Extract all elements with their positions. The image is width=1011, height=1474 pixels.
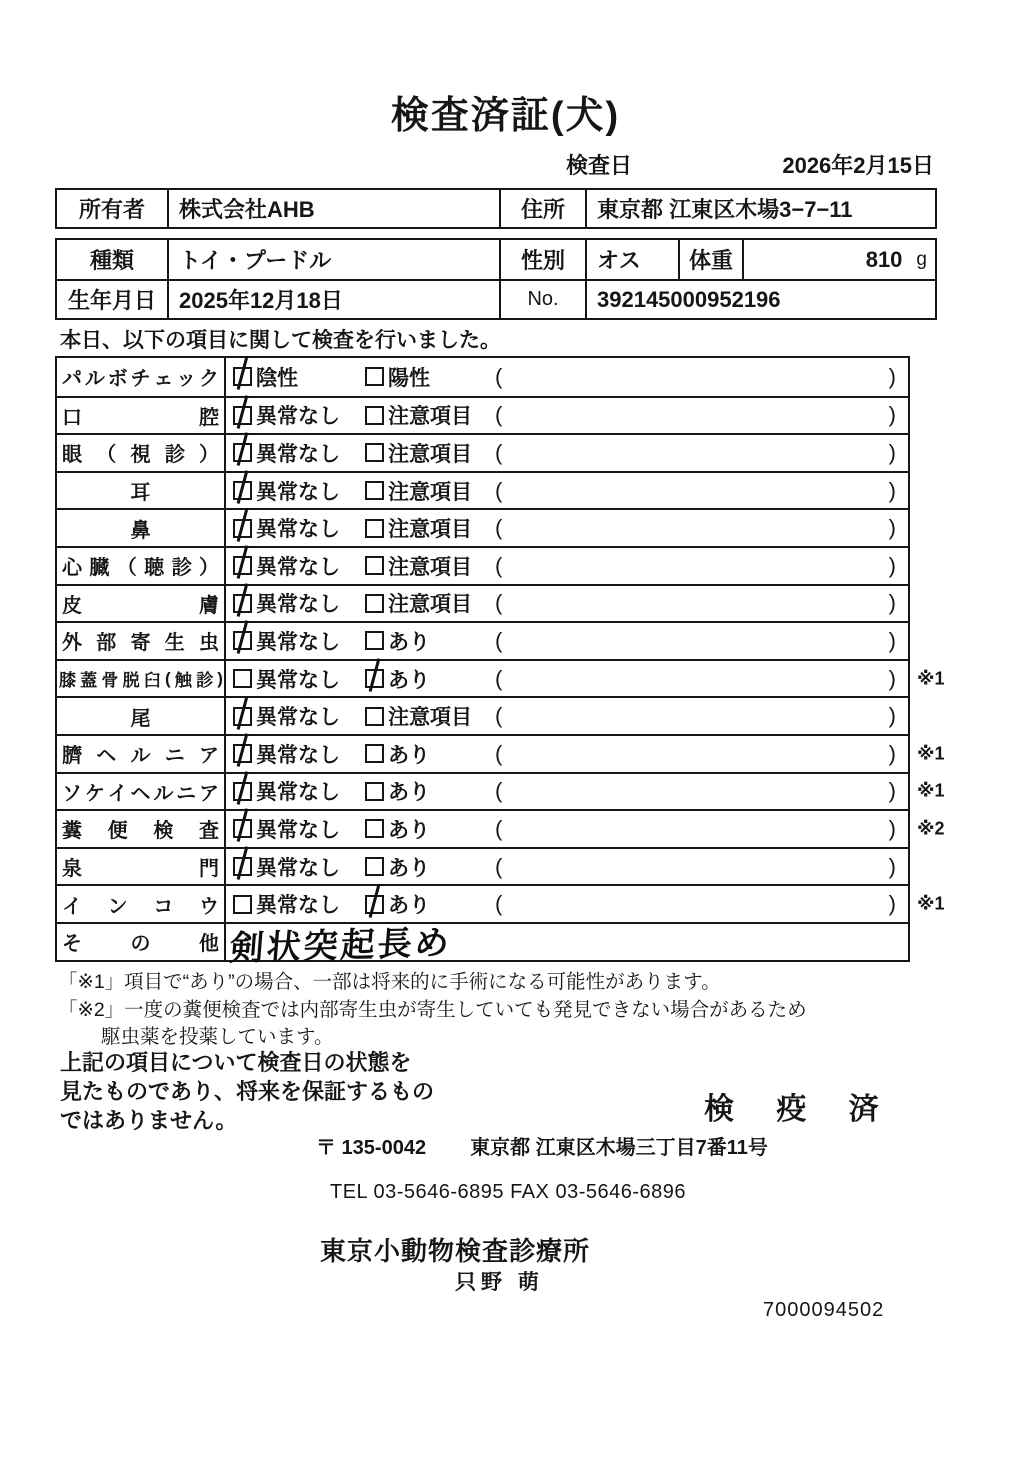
paren-close: ) [888, 703, 896, 729]
handwritten-check-mark [237, 470, 248, 503]
checkbox-empty-icon [365, 707, 384, 726]
paren-open: ( [495, 665, 503, 691]
checklist-option [365, 513, 472, 543]
weight-value: 810 [865, 246, 903, 272]
checklist-option [233, 588, 340, 618]
checklist-row-label: 膝 蓋 骨 脱 臼 ( 触 診 ) [57, 661, 226, 697]
checkbox-empty-icon [365, 556, 384, 575]
paren-open: ( [495, 853, 503, 879]
owner-table [55, 188, 937, 229]
checkbox-empty-icon [365, 519, 384, 538]
handwritten-check-mark [237, 846, 248, 879]
handwritten-check-mark [237, 733, 248, 766]
checklist-option-label: 異常なし [256, 593, 340, 617]
checklist-option [365, 776, 430, 806]
no-value: 392145000952196 [585, 281, 935, 318]
paren-open: ( [495, 552, 503, 578]
checkbox-empty-icon [365, 443, 384, 462]
weight-label: 体重 [678, 240, 742, 279]
document-serial-number: 7000094502 [763, 1299, 885, 1321]
checklist-option [365, 400, 472, 430]
checklist-option [365, 664, 430, 694]
checklist-option-label: 異常なし [256, 818, 340, 842]
checklist-option-label: あり [388, 818, 430, 842]
paren-close: ) [888, 402, 896, 428]
handwritten-other-finding: 剣状突起長め [228, 923, 454, 968]
checklist-option [365, 814, 430, 844]
paren-close: ) [888, 853, 896, 879]
checklist-option-label: 異常なし [256, 518, 340, 542]
paren-close: ) [888, 665, 896, 691]
checkbox-empty-icon [365, 782, 384, 801]
checklist-option-label: 注意項目 [388, 480, 472, 504]
paren-close: ) [888, 778, 896, 804]
checkbox-checked-icon [233, 782, 252, 801]
checkbox-empty-icon [233, 669, 252, 688]
checklist-row [57, 659, 945, 697]
inspection-date-value: 2026年2月15日 [782, 153, 934, 178]
checklist-row [57, 546, 908, 584]
checklist-option-label: 異常なし [256, 706, 340, 730]
footnote-mark: ※1 [917, 780, 945, 801]
sex-value: オス [585, 240, 678, 279]
checklist-option [233, 852, 340, 882]
checklist-row [57, 621, 908, 659]
checklist-option [365, 852, 430, 882]
footnote-mark: ※1 [917, 668, 945, 689]
checklist-option-label: 注意項目 [388, 405, 472, 429]
checklist-row-label: 外 部 寄 生 虫 [57, 623, 226, 659]
checklist-row-label: 皮 膚 [57, 586, 226, 622]
clinic-name: 東京小動物検査診療所 [320, 1236, 591, 1266]
paren-open: ( [495, 627, 503, 653]
clinic-postal-code: 〒 135-0042 [316, 1137, 427, 1159]
handwritten-check-mark [237, 621, 248, 654]
address-label: 住所 [499, 190, 585, 227]
checklist-option [233, 476, 340, 506]
note-1: 「※1」項目で“あり”の場合、一部は将来的に手術になる可能性があります。 [58, 971, 721, 993]
paren-open: ( [495, 891, 503, 917]
note-2-continued: 駆虫薬を投薬しています。 [101, 1026, 334, 1048]
checklist-row [57, 809, 945, 847]
paren-open: ( [495, 740, 503, 766]
owner-value: 株式会社AHB [167, 190, 499, 227]
checklist-row [57, 508, 908, 546]
checklist-option-label: あり [388, 781, 430, 805]
checklist-row-content [226, 586, 908, 622]
checklist-option-label: 異常なし [256, 894, 340, 918]
checklist-option [233, 776, 340, 806]
breed-value: トイ・プードル [167, 240, 499, 279]
checklist-option-label: 異常なし [256, 555, 340, 579]
checklist-row-content [226, 774, 908, 810]
disclaimer-line-3: ではありません。 [60, 1108, 238, 1133]
weight-unit: g [916, 248, 927, 270]
checklist-option-label: 異常なし [256, 856, 340, 880]
animal-info-table [55, 238, 937, 320]
checklist-option [365, 889, 430, 919]
checklist-row [57, 772, 945, 810]
checkbox-checked-icon [233, 443, 252, 462]
checklist-option-label: あり [388, 668, 430, 692]
checklist-row-label: 鼻 [57, 510, 226, 546]
checklist-option-label: 注意項目 [388, 555, 472, 579]
checklist-row-content [226, 923, 908, 968]
checkbox-checked-icon [365, 895, 384, 914]
checklist-option-label: 異常なし [256, 630, 340, 654]
address-value: 東京都 江東区木場3−7−11 [585, 190, 935, 227]
paren-open: ( [495, 363, 503, 389]
checklist-option-label: 注意項目 [388, 442, 472, 466]
clinic-address: 東京都 江東区木場三丁目7番11号 [470, 1137, 768, 1159]
handwritten-check-mark [237, 546, 248, 579]
sex-label: 性別 [499, 240, 585, 279]
checklist-option-label: 注意項目 [388, 518, 472, 542]
footnote-mark: ※2 [917, 818, 945, 839]
checklist-table [55, 356, 945, 968]
checklist-row-label: 耳 [57, 473, 226, 509]
paren-close: ) [888, 363, 896, 389]
paren-open: ( [495, 778, 503, 804]
paren-close: ) [888, 477, 896, 503]
paren-close: ) [888, 552, 896, 578]
checklist-row [57, 734, 945, 772]
checklist-option-label: 注意項目 [388, 706, 472, 730]
handwritten-check-mark [369, 658, 380, 691]
checkbox-checked-icon [233, 556, 252, 575]
checklist-option [365, 701, 472, 731]
checklist-row [57, 922, 908, 968]
checkbox-checked-icon [233, 481, 252, 500]
disclaimer-line-1: 上記の項目について検査日の状態を [60, 1050, 412, 1075]
birth-label: 生年月日 [67, 288, 156, 313]
handwritten-check-mark [237, 433, 248, 466]
owner-label: 所有者 [78, 197, 145, 222]
checklist-option [365, 551, 472, 581]
checklist-row-label: 泉 門 [57, 849, 226, 885]
paren-close: ) [888, 740, 896, 766]
handwritten-check-mark [237, 357, 248, 390]
breed-label: 種類 [89, 248, 134, 273]
checklist-option-label: 異常なし [256, 743, 340, 767]
checkbox-empty-icon [365, 481, 384, 500]
checklist-row-content [226, 398, 908, 434]
checklist-row-label: イ ン コ ウ [57, 886, 226, 922]
inspection-date-row [566, 149, 934, 180]
checklist-option [233, 701, 340, 731]
checklist-row-content [226, 886, 908, 922]
birth-value: 2025年12月18日 [167, 281, 499, 318]
no-label: No. [499, 281, 585, 318]
handwritten-check-mark [369, 884, 380, 917]
handwritten-check-mark [237, 771, 248, 804]
checklist-row-content [226, 849, 908, 885]
checklist-row [57, 847, 908, 885]
checklist-row-content [226, 435, 908, 471]
checklist-row [57, 396, 908, 434]
breed-row [57, 240, 935, 279]
checklist-option-label: 注意項目 [388, 593, 472, 617]
checklist-option-label: 異常なし [256, 668, 340, 692]
paren-close: ) [888, 891, 896, 917]
checklist-option [233, 814, 340, 844]
checkbox-checked-icon [233, 631, 252, 650]
checklist-row [57, 884, 945, 922]
checkbox-empty-icon [365, 594, 384, 613]
disclaimer-statement [60, 1048, 434, 1135]
handwritten-check-mark [237, 696, 248, 729]
handwritten-check-mark [237, 395, 248, 428]
examiner-name: 只野 萌 [455, 1271, 544, 1294]
paren-open: ( [495, 515, 503, 541]
paren-open: ( [495, 439, 503, 465]
checklist-option [233, 664, 340, 694]
clinic-postal-row [316, 1131, 768, 1160]
paren-open: ( [495, 815, 503, 841]
checklist-option [365, 626, 430, 656]
paren-close: ) [888, 439, 896, 465]
checklist-option [233, 739, 340, 769]
checkbox-empty-icon [365, 857, 384, 876]
clinic-tel-fax: TEL 03-5646-6895 FAX 03-5646-6896 [330, 1181, 687, 1203]
checklist-option-label: 陽性 [388, 366, 430, 390]
checkbox-checked-icon [233, 707, 252, 726]
footnote-mark: ※1 [917, 893, 945, 914]
checkbox-empty-icon [365, 631, 384, 650]
checklist-option [233, 438, 340, 468]
checklist-row-content [226, 736, 908, 772]
paren-close: ) [888, 590, 896, 616]
checklist-option [365, 476, 472, 506]
checklist-row-content [226, 661, 908, 697]
checklist-option [365, 588, 472, 618]
checklist-row-content [226, 473, 908, 509]
checklist-option [233, 362, 298, 392]
checklist-option [365, 438, 472, 468]
checklist-row-label: ソ ケ イ ヘ ル ニ ア [57, 774, 226, 810]
checklist-option-label: あり [388, 743, 430, 767]
checkbox-checked-icon [233, 367, 252, 386]
checkbox-checked-icon [233, 744, 252, 763]
checkbox-checked-icon [233, 406, 252, 425]
checkbox-empty-icon [365, 406, 384, 425]
checklist-option [233, 551, 340, 581]
handwritten-check-mark [237, 508, 248, 541]
handwritten-check-mark [237, 583, 248, 616]
checkbox-checked-icon [233, 519, 252, 538]
birth-row [57, 279, 935, 318]
checklist-row-content [226, 510, 908, 546]
weight-value-cell [742, 240, 935, 279]
checklist-option-label: あり [388, 630, 430, 654]
checklist-row-label: 糞 便 検 査 [57, 811, 226, 847]
paren-open: ( [495, 402, 503, 428]
checklist-row-content [226, 358, 908, 396]
checklist-row-content [226, 811, 908, 847]
checkbox-empty-icon [233, 895, 252, 914]
checklist-option-label: あり [388, 856, 430, 880]
checklist-row [57, 358, 908, 396]
checklist-option-label: 異常なし [256, 442, 340, 466]
paren-open: ( [495, 477, 503, 503]
checklist-option-label: 異常なし [256, 781, 340, 805]
disclaimer-line-2: 見たものであり、将来を保証するもの [60, 1079, 435, 1104]
checklist-intro: 本日、以下の項目に関して検査を行いました。 [60, 329, 501, 352]
handwritten-check-mark [237, 809, 248, 842]
checklist-row-label: 口 腔 [57, 398, 226, 434]
paren-close: ) [888, 627, 896, 653]
checkbox-checked-icon [233, 857, 252, 876]
checklist-option [233, 400, 340, 430]
paren-close: ) [888, 515, 896, 541]
checklist-row [57, 696, 908, 734]
footnote-mark: ※1 [917, 743, 945, 764]
checklist-row-label: 眼 （ 視 診 ） [57, 435, 226, 471]
checklist-row-content [226, 548, 908, 584]
checkbox-empty-icon [365, 819, 384, 838]
page-title: 検査済証(犬) [390, 95, 621, 137]
checklist-option-label: 異常なし [256, 405, 340, 429]
checklist-row-label: 臍 ヘ ル ニ ア [57, 736, 226, 772]
quarantine-stamp: 検 疫 済 [704, 1093, 896, 1126]
checklist-option [365, 362, 430, 392]
checkbox-empty-icon [365, 367, 384, 386]
checkbox-checked-icon [233, 819, 252, 838]
checkbox-empty-icon [365, 744, 384, 763]
checklist-row-label: そ の 他 [57, 924, 226, 960]
paren-open: ( [495, 590, 503, 616]
checklist-row-label: パ ル ボ チ ェ ッ ク [57, 358, 226, 396]
paren-close: ) [888, 815, 896, 841]
checkbox-checked-icon [365, 669, 384, 688]
checklist-row-label: 心 臓 （ 聴 診 ） [57, 548, 226, 584]
checklist-row [57, 433, 908, 471]
checklist-option-label: あり [388, 894, 430, 918]
checklist-option [233, 889, 340, 919]
checklist-option [365, 739, 430, 769]
checklist-option-label: 陰性 [256, 366, 298, 390]
owner-row [57, 190, 935, 227]
checklist-row-content [226, 623, 908, 659]
checkbox-checked-icon [233, 594, 252, 613]
checklist-option-label: 異常なし [256, 480, 340, 504]
paren-open: ( [495, 703, 503, 729]
note-2: 「※2」一度の糞便検査では内部寄生虫が寄生していても発見できない場合があるため [58, 999, 807, 1021]
checklist-option [233, 513, 340, 543]
inspection-date-label: 検査日 [566, 153, 633, 178]
checklist-row [57, 471, 908, 509]
checklist-row-content [226, 698, 908, 734]
checklist-option [233, 626, 340, 656]
checklist-row [57, 584, 908, 622]
checklist-row-label: 尾 [57, 698, 226, 734]
